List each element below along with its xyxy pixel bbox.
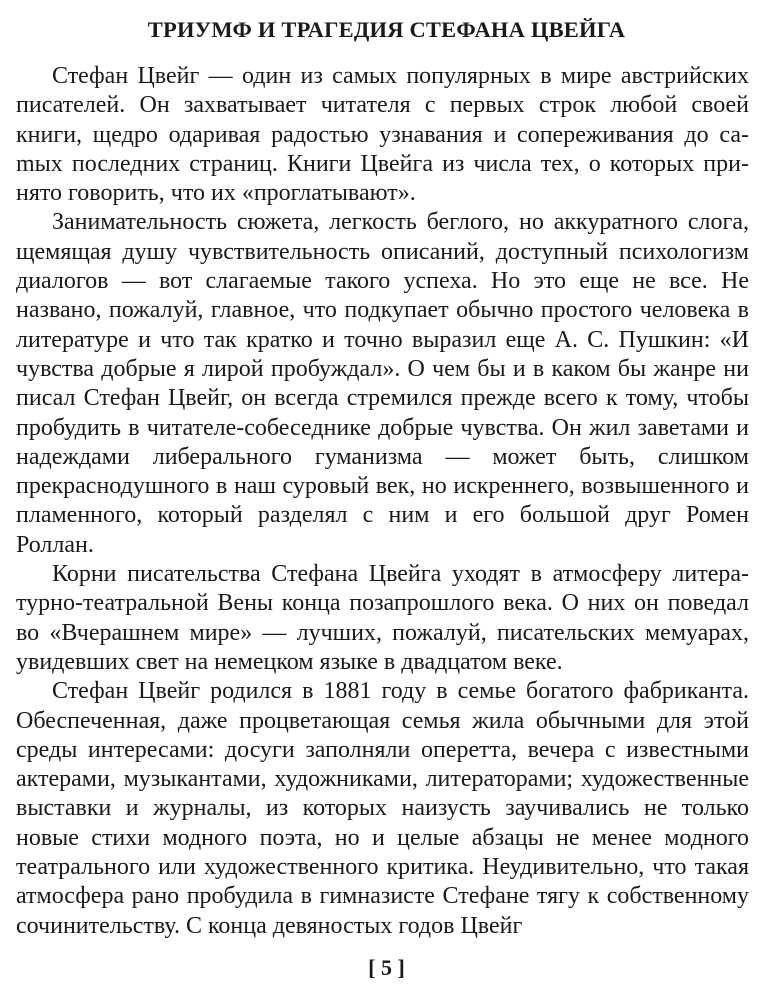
body-text	[16, 62, 749, 941]
page-number: [ 5 ]	[368, 955, 405, 980]
paragraph: Стефан Цвейг родился в 1881 году в семье богатого фабриканта. Обеспеченная, даже процветающая семья жила обычными для этой среды интересами: досуги заполняли оперетта, вечера с известными актерами, музыкантами, художниками, литераторами; художественные выставки и журналы, из которых наизусть заучивались не только новые стихи модного поэта, но и целые абзацы не менее модного театрального или художественного критика. Неудивительно, что такая атмосфера рано пробудила в гимназисте Стефане тягу к собственному сочинительству. С конца девяностых годов Цвейг	[16, 678, 749, 939]
paragraph: Корни писательства Стефана Цвейга уходят в атмосферу литературно-театральной Вены конца позапрошлого века. О них он поведал во «Вчерашнем мире» — лучших, пожалуй, писательских мемуарах, увидевших свет на немецком языке в двадцатом веке.	[16, 561, 749, 675]
chapter-title: ТРИУМФ И ТРАГЕДИЯ СТЕФАНА ЦВЕЙГА	[147, 17, 626, 42]
paragraph: Стефан Цвейг — один из самых популярных в мире австрийских писателей. Он захватывает читателя с первых строк любой своей книги, щедро одаривая радостью узнавания и сопереживания до саmых последних страниц. Книги Цвейга из числа тех, о которых принято говорить, что их «проглатывают».	[16, 63, 749, 207]
paragraph: Занимательность сюжета, легкость беглого, но аккуратного слога, щемящая душу чувствительность описаний, доступный психологизм диалогов — вот слагаемые такого успеха. Но это еще не все. Не названо, пожалуй, главное, что подкупает обычно простого человека в литературе и что так кратко и точно выразил еще А. С. Пушкин: «И чувства добрые я лирой пробуждал». О чем бы и в каком бы жанре ни писал Стефан Цвейг, он всегда стремился прежде всего к тому, чтобы пробудить в читателе-собеседнике добрые чувства. Он жил заветами и надеждами либерального гуманизма — может быть, слишком прекраснодушного в наш суровый век, но искреннего, возвышенного и пламенного, который разделял с ним и его большой друг Ромен Роллан.	[16, 209, 749, 558]
